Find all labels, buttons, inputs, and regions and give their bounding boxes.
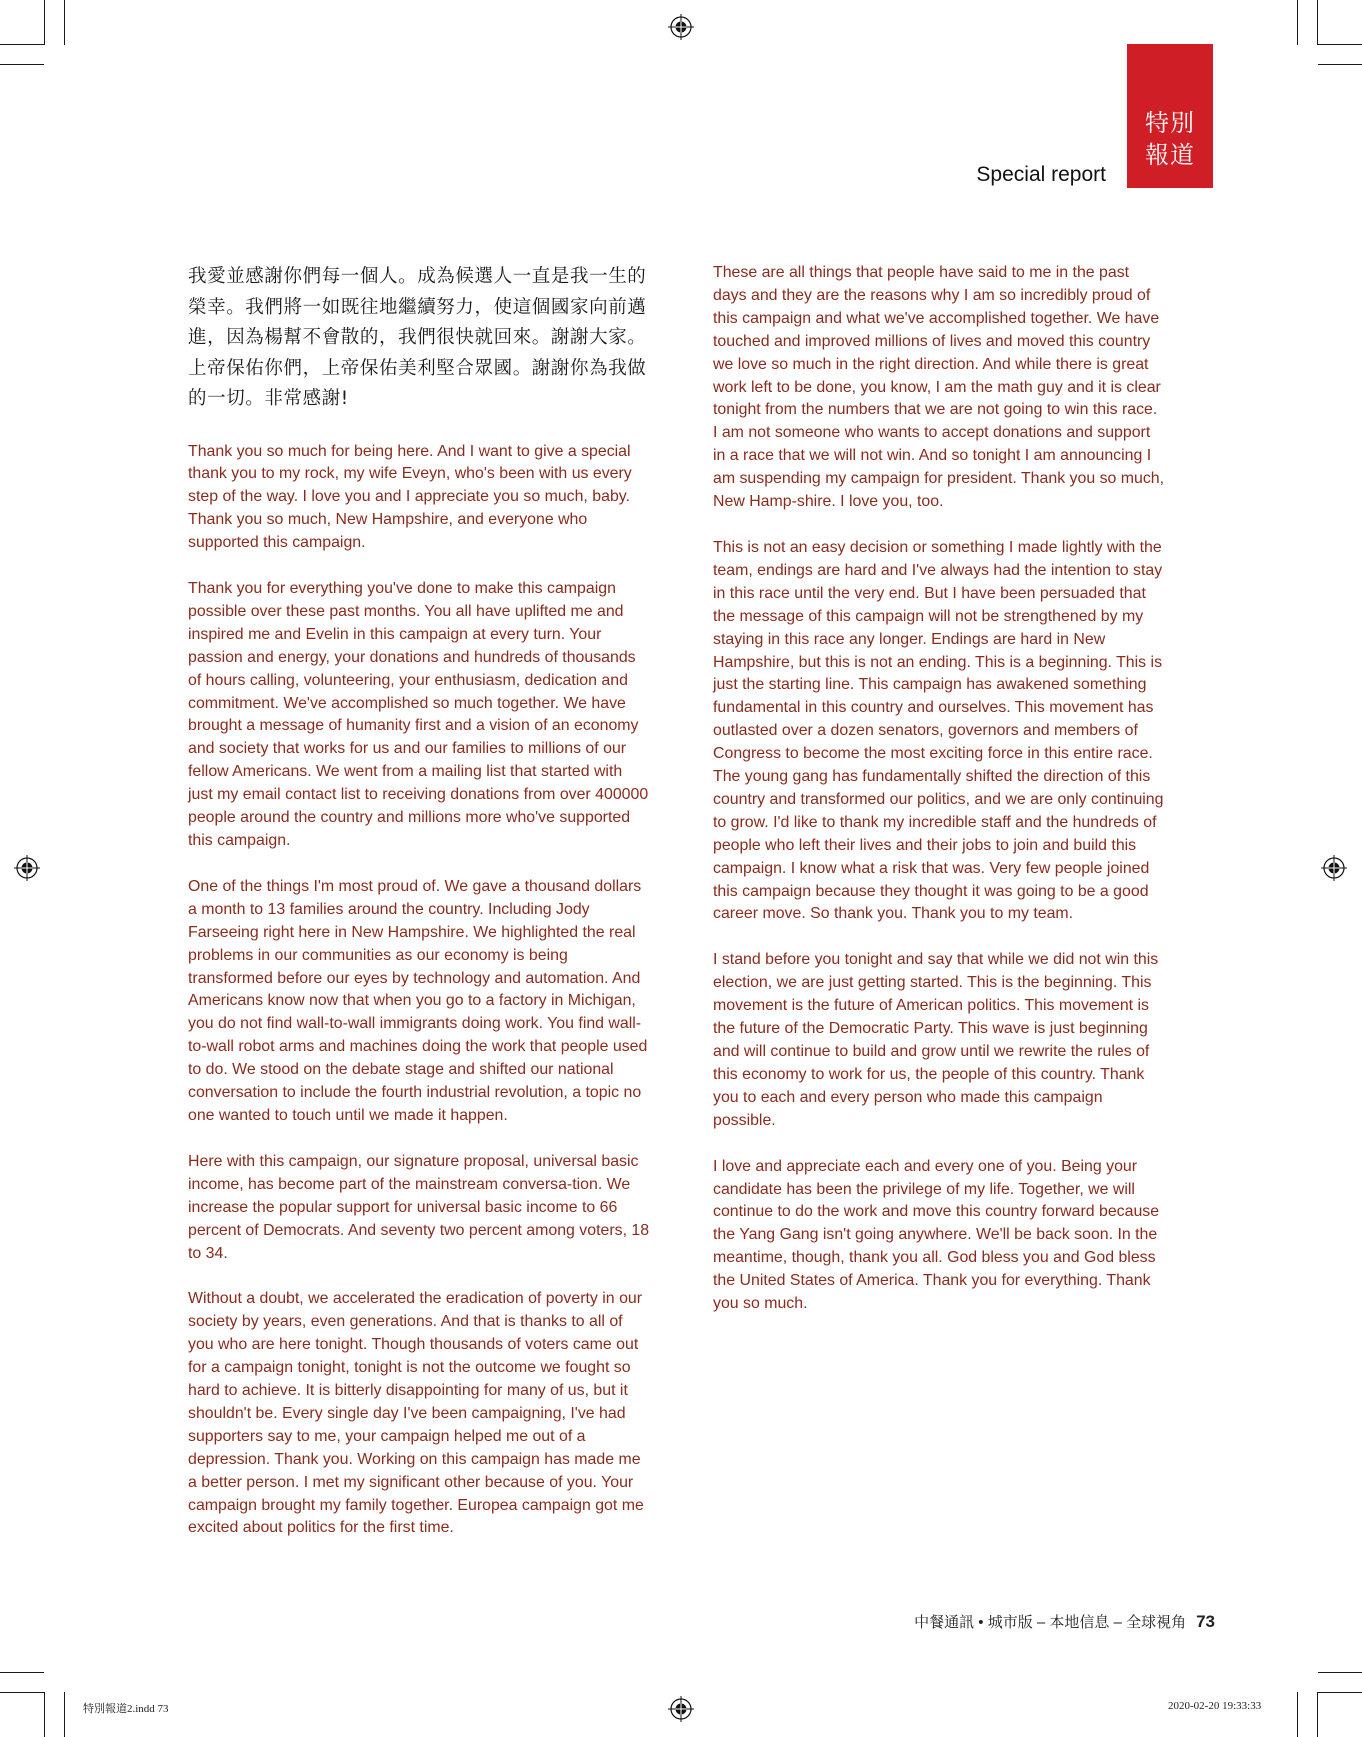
right-column: [713, 262, 1165, 1339]
body-paragraph: I stand before you tonight and say that while we did not win this election, we are just getting started. This is the beginning. This movement is the future of American politics. This movement is the future of the Democratic Party. This wave is just beginning and will continue to build and grow until we rewrite the rules of this economy to work for us, the people of this country. Thank you to each and every person who made this campaign possible.: [713, 951, 1159, 1129]
registration-mark-icon: [14, 855, 40, 881]
section-tag-chinese: 特別 報道: [1145, 109, 1195, 169]
chinese-paragraph: 我愛並感謝你們每一個人。成為候選人一直是我一生的榮幸。我們將一如既往地繼續努力，使這個國家向前邁進，因為楊幫不會散的，我們很快就回來。謝謝大家。上帝保佑你們，上帝保佑美利堅合眾國。謝謝你為我做的一切。非常感謝!: [188, 266, 647, 409]
registration-mark-icon: [1321, 855, 1347, 881]
page-footer: [914, 1611, 1215, 1632]
slug-filename: 特別報道2.indd 73: [83, 1703, 169, 1715]
crop-mark-icon: [64, 0, 65, 45]
body-paragraph: These are all things that people have said to me in the past days and they are the reasons why I am so incredibly proud of this campaign and what we've accomplished together. We have touched and improved millions of lives and moved this country we love so much in the right direction. And while there is great work left to be done, you know, I am the math guy and it is clear tonight from the numbers that we are not going to win this race. I am not someone who wants to accept donations and support in a race that we will not win. And so tonight I am announcing I am suspending my campaign for president. Thank you so much, New Hamp-shire. I love you, too.: [713, 264, 1165, 511]
crop-mark-icon: [0, 1672, 44, 1673]
crop-mark-icon: [0, 64, 44, 65]
body-paragraph: Without a doubt, we accelerated the eradication of poverty in our society by years, even generations. And that is thanks to all of you who are here tonight. Though thousands of voters came out for a campaign tonight, tonight is not the outcome we fought so hard to achieve. It is bitterly disappointing for many of us, but it shouldn't be. Every single day I've been campaigning, I've had supporters say to me, your campaign helped me out of a depression. Thank you. Working on this campaign has made me a better person. I met my significant other because of you. Your campaign brought my family together. Europea campaign got me excited about politics for the first time.: [188, 1290, 644, 1537]
crop-mark-icon: [1318, 1692, 1362, 1693]
body-paragraph: Thank you so much for being here. And I want to give a special thank you to my rock, my wife Eveyn, who's been with us every step of the way. I love you and I appreciate you so much, baby. Thank you so much, New Hampshire, and everyone who supported this campaign.: [188, 442, 632, 552]
crop-mark-icon: [44, 1692, 45, 1737]
crop-mark-icon: [1317, 0, 1318, 45]
section-label: Special report: [976, 163, 1106, 186]
crop-mark-icon: [0, 1692, 44, 1693]
page-number: 73: [1196, 1612, 1215, 1631]
crop-mark-icon: [0, 44, 44, 45]
body-paragraph: One of the things I'm most proud of. We gave a thousand dollars a month to 13 families around the country. Including Jody Farseeing right here in New Hampshire. We highlighted the real problems in our communities as our economy is being transformed before our eyes by technology and automation. And Americans know now that when you go to a factory in Michigan, you do not find wall-to-wall immigrants doing work. You find wall-to-wall robot arms and machines doing the work that people used to do. We stood on the debate stage and shifted our national conversation to include the fourth industrial revolution, a topic no one wanted to touch until we made it happen.: [188, 877, 648, 1124]
body-paragraph: This is not an easy decision or something I made lightly with the team, endings are hard and I've always had the intention to stay in this race until the very end. But I have been persuaded that the message of this campaign will not be strengthened by my staying in this race any longer. Endings are hard in New Hampshire, but this is not an ending. This is a beginning. This is just the starting line. This campaign has awakened something fundamental in this country and ourselves. This movement has outlasted over a dozen senators, governors and members of Congress to become the most exciting force in this entire race. The young gang has fundamentally shifted the direction of this country and transformed our politics, and we are only continuing to grow. I'd like to thank my incredible staff and the hundreds of people who left their lives and their jobs to join and build this campaign. I know what a risk that was. Very few people joined this campaign because they thought it was going to be a good career move. So thank you. Thank you to my team.: [713, 538, 1164, 923]
registration-mark-icon: [668, 14, 694, 40]
slug-timestamp: 2020-02-20 19:33:33: [1168, 1700, 1262, 1712]
body-paragraph: Here with this campaign, our signature proposal, universal basic income, has become part of the mainstream conversa-tion. We increase the popular support for universal basic income to 66 percent of Democrats. And seventy two percent among voters, 18 to 34.: [188, 1152, 650, 1262]
crop-mark-icon: [44, 0, 45, 45]
crop-mark-icon: [1297, 0, 1298, 45]
body-paragraph: I love and appreciate each and every one of you. Being your candidate has been the privilege of my life. Together, we will continue to do the work and move this country forward because the Yang Gang isn't going anywhere. We'll be back soon. In the meantime, though, thank you all. God bless you and God bless the United States of America. Thank you for everything. Thank you so much.: [713, 1157, 1160, 1313]
crop-mark-icon: [1318, 64, 1362, 65]
crop-mark-icon: [1318, 44, 1362, 45]
section-tag: [1127, 44, 1213, 188]
crop-mark-icon: [1318, 1672, 1362, 1673]
publication-name: 中餐通訊 • 城市版 – 本地信息 – 全球視角: [914, 1614, 1187, 1631]
crop-mark-icon: [1297, 1692, 1298, 1737]
left-column: [188, 262, 650, 1563]
crop-mark-icon: [64, 1692, 65, 1737]
registration-mark-icon: [668, 1696, 694, 1722]
crop-mark-icon: [1317, 1692, 1318, 1737]
body-paragraph: Thank you for everything you've done to make this campaign possible over these past months. You all have uplifted me and inspired me and Evelin in this campaign at every turn. Your passion and energy, your donations and hundreds of thousands of hours calling, volunteering, your enthusiasm, dedication and commitment. We've accomplished so much together. We have brought a message of humanity first and a vision of an economy and society that works for us and our families to millions of our fellow Americans. We went from a mailing list that started with just my email contact list to receiving donations from over 400000 people around the country and millions more who've supported this campaign.: [188, 580, 649, 849]
